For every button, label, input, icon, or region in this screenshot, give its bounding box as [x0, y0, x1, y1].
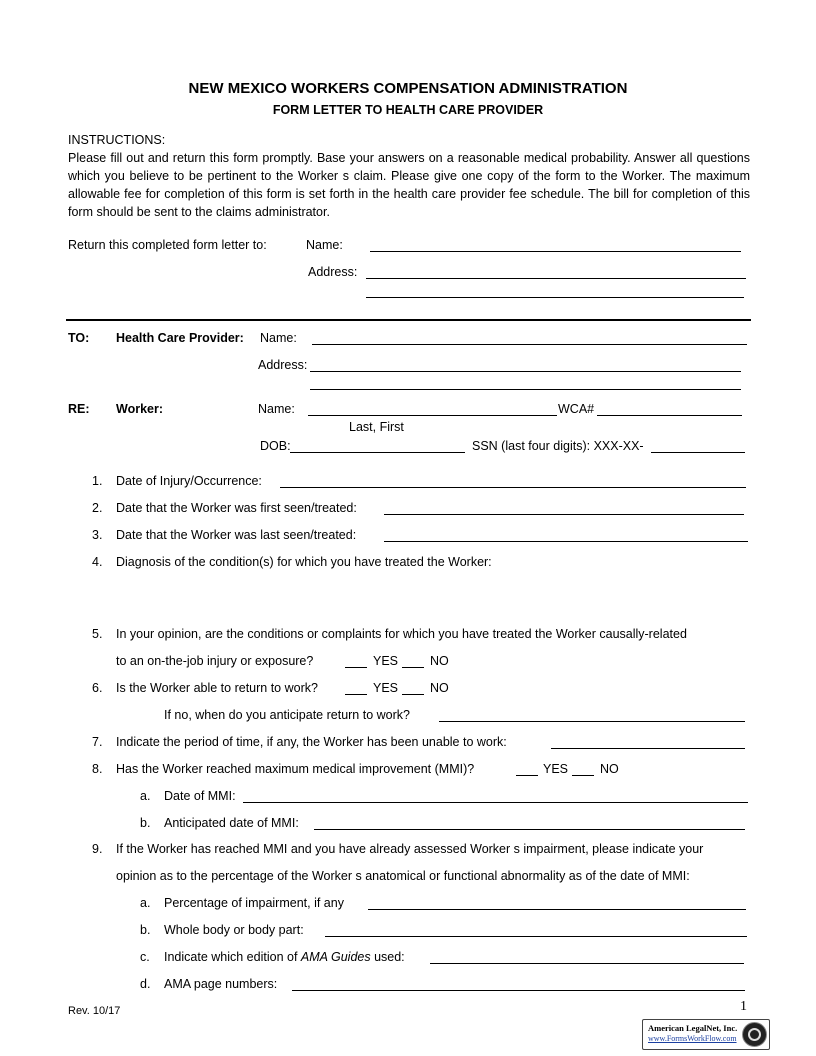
return-address-field-2[interactable] — [366, 297, 744, 298]
q9c-text-post: used: — [370, 950, 405, 964]
revision-label: Rev. 10/17 — [68, 1005, 121, 1017]
dob-field[interactable] — [290, 452, 465, 453]
worker-name-label: Name: — [258, 402, 295, 416]
ssn-field[interactable] — [651, 452, 745, 453]
q6-followup-field[interactable] — [439, 721, 745, 722]
q9b-text: Whole body or body part: — [164, 923, 304, 937]
q9c-text — [164, 950, 405, 964]
q2-field[interactable] — [384, 514, 744, 515]
q7-number: 7. — [92, 735, 103, 749]
q2-number: 2. — [92, 501, 103, 515]
q5-no-field[interactable] — [402, 667, 424, 668]
q9c-text-italic: AMA Guides — [300, 950, 371, 964]
q9c-letter: c. — [140, 950, 150, 964]
q5-yes-field[interactable] — [345, 667, 367, 668]
return-name-label: Name: — [306, 238, 343, 252]
return-name-field[interactable] — [370, 251, 741, 252]
dob-label: DOB: — [260, 439, 291, 453]
q1-text: Date of Injury/Occurrence: — [116, 474, 262, 488]
logo-globe-icon — [742, 1022, 767, 1047]
q9c-field[interactable] — [430, 963, 744, 964]
logo-company: American LegalNet, Inc. — [648, 1023, 738, 1033]
re-label: RE: — [68, 402, 90, 416]
q6-followup: If no, when do you anticipate return to work? — [164, 708, 410, 722]
q4-text: Diagnosis of the condition(s) for which you have treated the Worker: — [116, 555, 492, 569]
q8a-text: Date of MMI: — [164, 789, 236, 803]
q8-no-field[interactable] — [572, 775, 594, 776]
form-title: NEW MEXICO WORKERS COMPENSATION ADMINISTRATION — [188, 80, 628, 97]
q8-no-label: NO — [600, 762, 619, 776]
worker-name-hint: Last, First — [349, 420, 404, 434]
q9-text-2: opinion as to the percentage of the Worker s anatomical or functional abnormality as of the date of MMI: — [116, 869, 690, 883]
q8a-field[interactable] — [243, 802, 748, 803]
instructions-label: INSTRUCTIONS: — [68, 133, 166, 147]
provider-name-label: Name: — [260, 331, 297, 345]
q3-field[interactable] — [384, 541, 748, 542]
q9d-text: AMA page numbers: — [164, 977, 278, 991]
q6-number: 6. — [92, 681, 103, 695]
q5-number: 5. — [92, 627, 103, 641]
q6-yes-field[interactable] — [345, 694, 367, 695]
q6-text: Is the Worker able to return to work? — [116, 681, 318, 695]
section-divider — [66, 319, 751, 321]
q5-text: In your opinion, are the conditions or complaints for which you have treated the Worker causally-related — [116, 627, 687, 641]
page-number: 1 — [740, 999, 747, 1014]
instructions-body: Please fill out and return this form promptly. Base your answers on a reasonable medical probability. Answer all questions which you believe to be pertinent to the Worker s claim. Please give one copy of the form to the Worker. The maximum allowable fee for completion of this form is set forth in the health care provider fee schedule. The bill for completion of this form should be sent to the claims administrator. — [68, 151, 750, 219]
provider-address-field-1[interactable] — [310, 371, 741, 372]
provider-name-field[interactable] — [312, 344, 747, 345]
q8b-field[interactable] — [314, 829, 745, 830]
worker-name-field[interactable] — [308, 415, 557, 416]
q9a-text: Percentage of impairment, if any — [164, 896, 344, 910]
q8-number: 8. — [92, 762, 103, 776]
logo-url[interactable]: www.FormsWorkFlow.com — [648, 1034, 737, 1043]
q8-yes-field[interactable] — [516, 775, 538, 776]
q9c-text-pre: Indicate which edition of — [164, 950, 301, 964]
q1-number: 1. — [92, 474, 103, 488]
q5-yes-label: YES — [373, 654, 399, 668]
provider-label: Health Care Provider: — [116, 331, 244, 345]
q9b-field[interactable] — [325, 936, 747, 937]
q3-number: 3. — [92, 528, 103, 542]
wca-label: WCA# — [558, 402, 595, 416]
q4-number: 4. — [92, 555, 103, 569]
worker-label: Worker: — [116, 402, 164, 416]
q7-text: Indicate the period of time, if any, the Worker has been unable to work: — [116, 735, 507, 749]
return-address-label: Address: — [308, 265, 358, 279]
q9d-field[interactable] — [292, 990, 745, 991]
q8b-text: Anticipated date of MMI: — [164, 816, 299, 830]
to-label: TO: — [68, 331, 90, 345]
q9-text: If the Worker has reached MMI and you have already assessed Worker s impairment, please indicate your — [116, 842, 704, 856]
q9-number: 9. — [92, 842, 103, 856]
ssn-label: SSN (last four digits): XXX-XX- — [472, 439, 644, 453]
q2-text: Date that the Worker was first seen/treated: — [116, 501, 357, 515]
q6-no-label: NO — [430, 681, 449, 695]
q8-yes-label: YES — [543, 762, 569, 776]
wca-field[interactable] — [597, 415, 742, 416]
q5-text-2: to an on-the-job injury or exposure? — [116, 654, 314, 668]
provider-address-field-2[interactable] — [310, 389, 741, 390]
q8-text: Has the Worker reached maximum medical improvement (MMI)? — [116, 762, 475, 776]
q5-no-label: NO — [430, 654, 449, 668]
q1-field[interactable] — [280, 487, 746, 488]
q9a-field[interactable] — [368, 909, 746, 910]
instructions — [68, 131, 750, 221]
legalnet-logo[interactable] — [642, 1019, 770, 1050]
q8b-letter: b. — [140, 816, 151, 830]
return-to-label: Return this completed form letter to: — [68, 238, 267, 252]
q9d-letter: d. — [140, 977, 151, 991]
q8a-letter: a. — [140, 789, 151, 803]
q7-field[interactable] — [551, 748, 745, 749]
q9a-letter: a. — [140, 896, 151, 910]
q6-no-field[interactable] — [402, 694, 424, 695]
provider-address-label: Address: — [258, 358, 308, 372]
q9b-letter: b. — [140, 923, 151, 937]
return-address-field-1[interactable] — [366, 278, 746, 279]
form-subtitle: FORM LETTER TO HEALTH CARE PROVIDER — [272, 103, 544, 117]
q6-yes-label: YES — [373, 681, 399, 695]
q3-text: Date that the Worker was last seen/treated: — [116, 528, 357, 542]
